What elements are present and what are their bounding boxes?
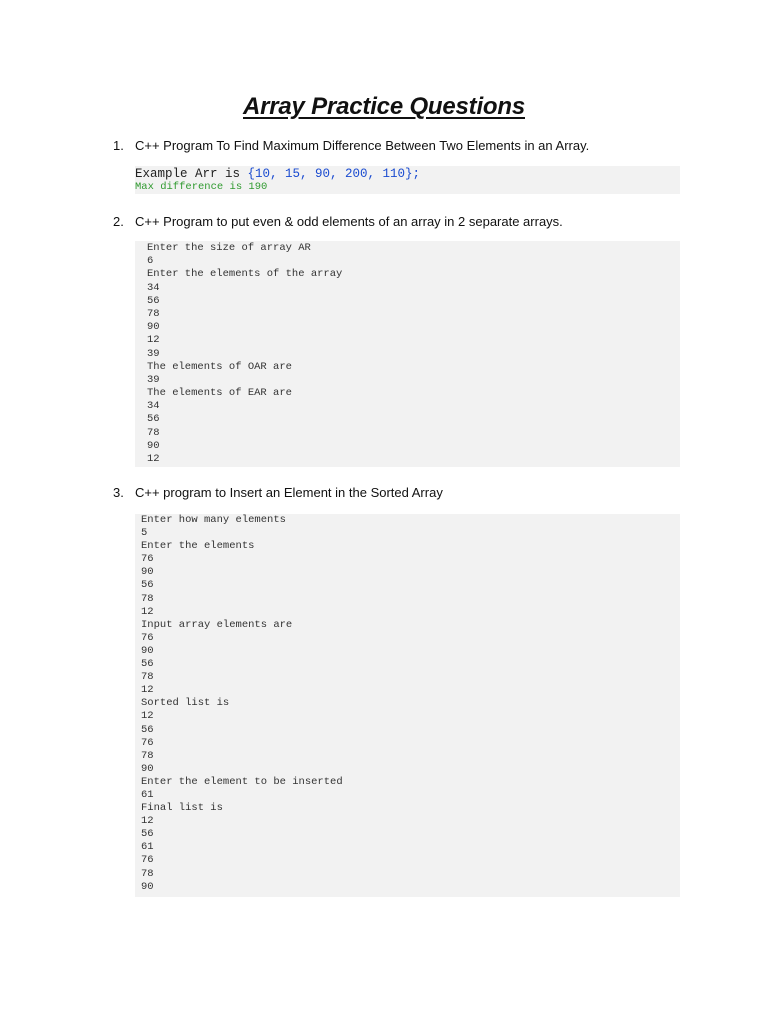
output-line: 12 (141, 684, 154, 697)
console-output-block (135, 241, 680, 467)
output-line: 12 (147, 453, 160, 465)
output-line: 56 (141, 579, 154, 592)
output-line: 90 (141, 880, 154, 893)
output-line: Enter the elements of the array (147, 268, 343, 281)
output-line: 12 (147, 334, 160, 347)
output-line: 34 (147, 400, 160, 413)
output-line: The elements of EAR are (147, 387, 292, 400)
output-line: 76 (141, 553, 154, 566)
output-line: 78 (141, 749, 154, 762)
output-line: 12 (141, 815, 154, 828)
output-line: 56 (141, 723, 154, 736)
code-block-example (135, 166, 680, 194)
output-line: 5 (141, 527, 148, 540)
question-2 (113, 214, 563, 230)
question-text: C++ program to Insert an Element in the Sorted Array (135, 485, 443, 500)
output-line: 56 (141, 658, 154, 671)
output-line: 76 (141, 736, 154, 749)
output-line: 56 (147, 294, 160, 307)
question-number: 2. (113, 214, 124, 229)
output-line: 56 (141, 828, 154, 841)
output-line: 12 (141, 605, 154, 618)
output-line: 6 (147, 255, 154, 268)
output-line: 90 (147, 321, 160, 334)
output-line: 39 (147, 347, 160, 360)
output-line: Input array elements are (141, 618, 293, 631)
example-array: {10, 15, 90, 200, 110}; (247, 167, 421, 181)
output-line: 90 (141, 566, 154, 579)
question-1 (113, 138, 589, 154)
output-line: Enter the elements (141, 540, 255, 553)
output-line: 34 (147, 281, 160, 294)
output-line: Enter the size of array AR (147, 242, 311, 254)
output-line: 56 (147, 413, 160, 426)
console-output-block (135, 514, 680, 897)
output-line: 78 (141, 592, 154, 605)
output-line: 39 (147, 373, 160, 386)
output-line: 78 (147, 307, 160, 320)
output-line: Enter the element to be inserted (141, 775, 343, 788)
example-line (135, 167, 680, 181)
output-line: Final list is (141, 802, 223, 815)
page-title: Array Practice Questions (243, 93, 525, 120)
output-line: 78 (147, 426, 160, 439)
output-line: Enter how many elements (141, 514, 286, 526)
question-text: C++ Program To Find Maximum Difference Between Two Elements in an Array. (135, 138, 590, 153)
output-line: 90 (141, 644, 154, 657)
question-text: C++ Program to put even & odd elements of an array in 2 separate arrays. (135, 214, 563, 229)
output-line: 90 (147, 439, 160, 452)
output-line: 78 (141, 867, 154, 880)
output-line: 76 (141, 631, 154, 644)
output-line: 90 (141, 762, 154, 775)
output-line: 12 (141, 710, 154, 723)
output-line: 76 (141, 854, 154, 867)
output-line: 61 (141, 841, 154, 854)
output-line: The elements of OAR are (147, 360, 292, 373)
output-line: 61 (141, 788, 154, 801)
example-result: Max difference is 190 (135, 181, 268, 193)
question-3 (113, 485, 443, 501)
output-line: Sorted list is (141, 697, 230, 710)
output-line: 78 (141, 671, 154, 684)
example-prefix: Example Arr is (135, 167, 248, 181)
question-number: 3. (113, 485, 124, 500)
question-number: 1. (113, 138, 124, 153)
